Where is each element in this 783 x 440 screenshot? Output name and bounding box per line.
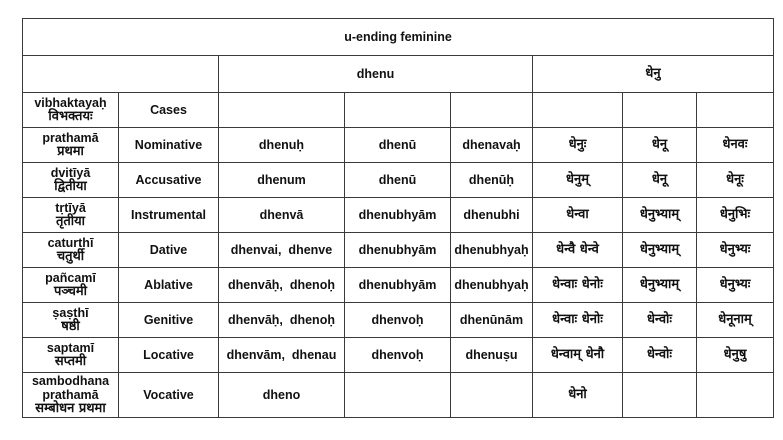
vibhakti-header-cell [23,93,119,128]
dual-latin: dhenubhyām [345,233,451,268]
plural-devanagari: धेनवः [697,128,774,163]
case-name: Ablative [119,268,219,303]
singular-latin: dheno [219,373,345,418]
dual-latin: dhenū [345,128,451,163]
declension-table-container [22,18,772,418]
singular-devanagari: धेन्वाम् धेनौ [533,338,623,373]
singular-devanagari: धेनुम् [533,163,623,198]
singular-latin: dhenvā [219,198,345,233]
plural-devanagari: धेनूनाम् [697,303,774,338]
singular-latin: dhenvai, dhenve [219,233,345,268]
table-row-accusative [23,163,774,198]
case-name: Locative [119,338,219,373]
plural-latin: dhenubhyaḥ [451,233,533,268]
cases-header: Cases [119,93,219,128]
dual-devanagari: धेन्वोः [623,338,697,373]
dual-devanagari: धेनुभ्याम् [623,268,697,303]
vibhakti-latin: ṣaṣṭhī [52,306,89,320]
singular-devanagari: धेन्वा [533,198,623,233]
plural-latin: dhenavaḥ [451,128,533,163]
table-row-vocative [23,373,774,418]
empty-cell [697,373,774,418]
plural-latin: dhenūnām [451,303,533,338]
case-name: Genitive [119,303,219,338]
dual-devanagari: धेनू [623,163,697,198]
vibhakti-devanagari: सप्तमी [54,354,87,369]
title-row [23,19,774,56]
empty-cell [623,373,697,418]
empty-header-cell [533,93,623,128]
plural-devanagari: धेनुभिः [697,198,774,233]
stem-blank-cell [23,56,219,93]
plural-latin: dhenubhi [451,198,533,233]
plural-latin: dhenubhyaḥ [451,268,533,303]
vibhakti-devanagari: तृतीया [55,214,86,229]
vibhakti-devanagari: चतुर्थी [56,249,85,264]
empty-header-cell [623,93,697,128]
vibhakti-cell [23,163,119,198]
empty-cell [451,373,533,418]
vibhakti-latin: saptamī [46,341,95,355]
vibhakti-devanagari: पञ्चमी [53,284,88,299]
header-row [23,93,774,128]
singular-devanagari: धेन्वाः धेनोः [533,268,623,303]
vibhakti-cell [23,303,119,338]
singular-devanagari: धेन्वै धेन्वे [533,233,623,268]
singular-latin: dhenvāḥ, dhenoḥ [219,268,345,303]
dual-latin: dhenvoḥ [345,303,451,338]
singular-devanagari: धेनुः [533,128,623,163]
stem-row [23,56,774,93]
plural-devanagari: धेनुभ्यः [697,268,774,303]
vibhakti-latin: prathamā [42,131,99,145]
dual-latin: dhenubhyām [345,198,451,233]
singular-latin: dhenuḥ [219,128,345,163]
singular-latin: dhenvām, dhenau [219,338,345,373]
dual-latin: dhenū [345,163,451,198]
table-row-instrumental [23,198,774,233]
dual-latin: dhenubhyām [345,268,451,303]
vibhakti-devanagari: प्रथमा [57,144,84,159]
vibhakti-latin-2: prathamā [42,388,99,402]
table-row-dative [23,233,774,268]
case-name: Dative [119,233,219,268]
dual-devanagari: धेन्वोः [623,303,697,338]
case-name: Vocative [119,373,219,418]
vibhakti-cell [23,373,119,418]
vibhakti-latin: dvitīyā [50,166,91,180]
plural-latin: dhenūḥ [451,163,533,198]
table-row-locative [23,338,774,373]
singular-latin: dhenvāḥ, dhenoḥ [219,303,345,338]
declension-table [22,18,774,418]
vibhakti-cell [23,198,119,233]
stem-latin: dhenu [219,56,533,93]
singular-devanagari: धेन्वाः धेनोः [533,303,623,338]
dual-devanagari: धेनुभ्याम् [623,198,697,233]
table-row-nominative [23,128,774,163]
vibhakti-cell [23,128,119,163]
singular-devanagari: धेनो [533,373,623,418]
dual-devanagari: धेनू [623,128,697,163]
vibhakti-latin: tṛtīyā [55,201,86,215]
empty-header-cell [219,93,345,128]
plural-latin: dhenuṣu [451,338,533,373]
dual-latin: dhenvoḥ [345,338,451,373]
empty-header-cell [697,93,774,128]
plural-devanagari: धेनूः [697,163,774,198]
vibhakti-header-devanagari: विभक्तयः [48,109,93,124]
vibhakti-latin: sambodhana [31,374,110,388]
table-title: u-ending feminine [23,19,774,56]
vibhakti-header-latin: vibhaktayaḥ [34,96,107,110]
case-name: Accusative [119,163,219,198]
vibhakti-devanagari: सम्बोधन प्रथमा [35,401,106,416]
empty-header-cell [345,93,451,128]
singular-latin: dhenum [219,163,345,198]
case-name: Instrumental [119,198,219,233]
stem-devanagari: धेनु [533,56,774,93]
empty-header-cell [451,93,533,128]
dual-devanagari: धेनुभ्याम् [623,233,697,268]
vibhakti-cell [23,268,119,303]
table-row-ablative [23,268,774,303]
vibhakti-devanagari: द्वितीया [54,179,87,194]
case-name: Nominative [119,128,219,163]
plural-devanagari: धेनुषु [697,338,774,373]
vibhakti-devanagari: षष्ठी [61,319,80,334]
vibhakti-latin: pañcamī [45,271,96,285]
vibhakti-cell [23,338,119,373]
vibhakti-cell [23,233,119,268]
table-row-genitive [23,303,774,338]
empty-cell [345,373,451,418]
plural-devanagari: धेनुभ्यः [697,233,774,268]
vibhakti-latin: caturthī [47,236,94,250]
